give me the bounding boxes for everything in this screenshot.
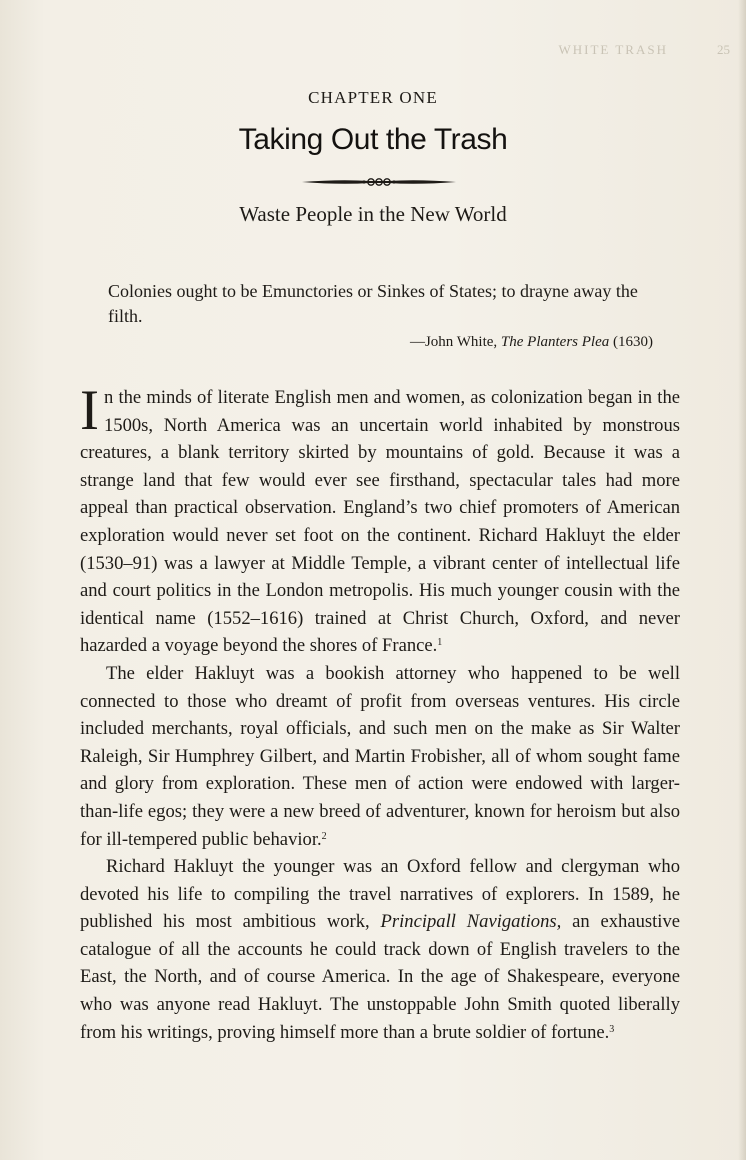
running-head-bleedthrough: WHITE TRASH	[558, 42, 668, 57]
drop-cap: I	[80, 379, 99, 442]
paragraph-2	[80, 660, 680, 853]
chapter-label: CHAPTER ONE	[308, 88, 438, 107]
page-edge-shadow	[738, 0, 746, 1160]
epigraph-quote: Colonies ought to be Emunctories or Sinkes of States; to drayne away the filth.	[108, 281, 638, 326]
paragraph-1	[80, 379, 680, 660]
paragraph-1-text: n the minds of literate English men and women, as colonization began in the 1500s, North America was an uncertain world inhabited by monstrous creatures, a blank territory skirted by mountains of gold. Because it was a strange land that few would ever see firsthand, spectacular tales had more appeal than practical observation. England’s two chief promoters of American exploration would never set foot on the continent. Richard Hakluyt the elder (1530–91) was a lawyer at Middle Temple, a vibrant center of intellectual life and court politics in the London metropolis. His much younger cousin with the identical name (1552–1616) trained at Christ Church, Oxford, and never hazarded a voyage beyond the shores of France.	[80, 387, 680, 657]
footnote-marker-1: 1	[437, 637, 443, 649]
page-number-bleedthrough: 25	[717, 42, 730, 57]
epigraph-work-title: The Planters Plea	[500, 334, 610, 350]
chapter-subtitle: Waste People in the New World	[239, 202, 507, 226]
paragraph-3	[80, 853, 680, 1046]
footnote-marker-3: 3	[609, 1023, 615, 1035]
epigraph-attribution	[108, 334, 653, 351]
paragraph-3-text-b: an exhaustive catalogue of all the accounts he could track down of English travelers to the East, the North, and of course America. In the age of Shakespeare, everyone who was anyone read Hakluyt. The unstoppable John Smith quoted liberally from his writings, proving himself more than a brute soldier of fortune.	[80, 911, 681, 1043]
footnote-marker-2: 2	[321, 830, 327, 842]
epigraph-year: (1630)	[609, 334, 653, 350]
paragraph-3-work-title: Principall Navigations,	[380, 911, 562, 933]
chapter-title: Taking Out the Trash	[238, 123, 508, 156]
body-text	[80, 379, 681, 1046]
epigraph-attribution-prefix: —John White,	[409, 334, 501, 350]
paragraph-2-text: The elder Hakluyt was a bookish attorney who happened to be well connected to those who dreamt of profit from overseas ventures. His circle included merchants, royal officials, and such men on the make as Sir Walter Raleigh, Sir Humphrey Gilbert, and Martin Frobisher, all of whom sought fame and glory from exploration. These men of action were endowed with larger-than-life egos; they were a new breed of adventurer, known for heroism but also for ill-tempered public behavior.	[80, 662, 680, 850]
paragraph-3-text-a: Richard Hakluyt the younger was an Oxford fellow and clergyman who devoted his life to compiling the travel narratives of explorers. In 1589, he published his most ambitious work,	[80, 856, 680, 933]
ornament-divider-icon	[300, 174, 458, 190]
